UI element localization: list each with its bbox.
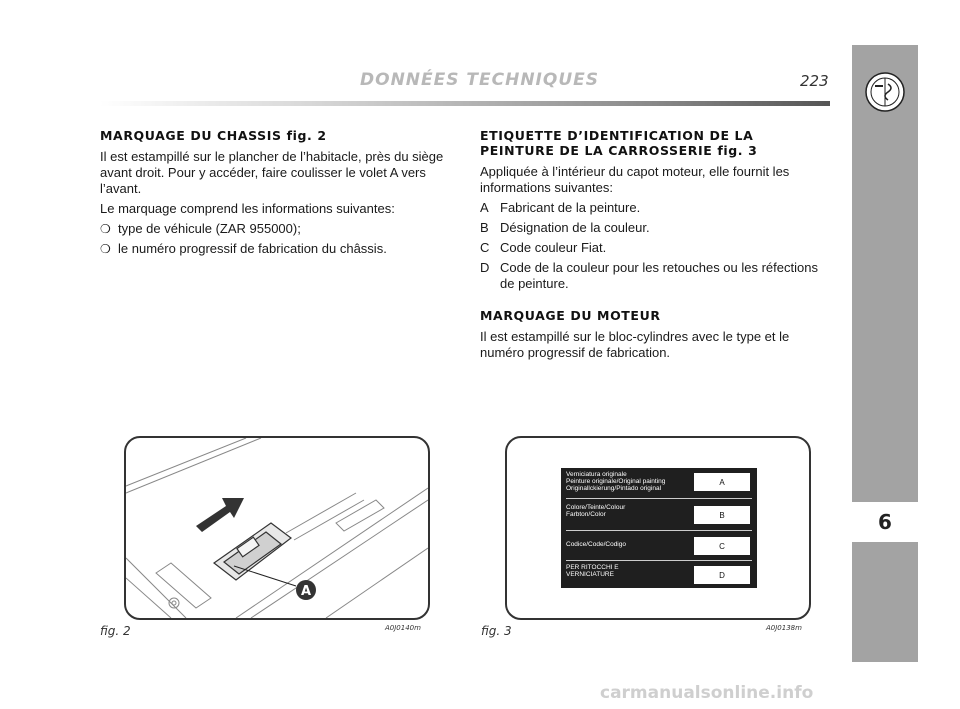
plate-row-box: A <box>694 473 750 491</box>
item-text: Code couleur Fiat. <box>500 240 607 255</box>
figure-3-caption: fig. 3 <box>481 624 512 638</box>
bullet-circle-icon: ❍ <box>100 242 111 256</box>
item-letter: C <box>480 240 490 255</box>
table-row <box>566 535 752 557</box>
chassis-paragraph-1: Il est estampillé sur le plancher de l’habitacle, près du siège avant droit. Pour y accéder, faire coulisser le volet A vers l’avant. <box>100 149 444 196</box>
paint-identification-plate <box>561 468 757 588</box>
callout-a-label: A <box>300 584 312 599</box>
item-letter: D <box>480 260 490 275</box>
chassis-drawing <box>126 438 428 618</box>
plate-divider <box>566 498 752 499</box>
list-item <box>100 241 460 257</box>
figure-2-code: A0J0140m <box>385 624 421 632</box>
list-item <box>100 221 460 237</box>
plate-row-box: B <box>694 506 750 524</box>
plate-row-text: Codice/Code/Codigo <box>566 541 626 548</box>
page-number: 223 <box>800 72 829 90</box>
plate-row-box: C <box>694 537 750 555</box>
list-item <box>480 260 830 292</box>
plate-row-text: Colore/Teinte/Colour Farbton/Color <box>566 504 626 518</box>
figure-3-paint-label <box>505 436 811 620</box>
section-gap <box>480 292 830 308</box>
list-item <box>480 200 830 216</box>
item-text: Fabricant de la peinture. <box>500 200 641 215</box>
chapter-number-box <box>852 502 918 542</box>
bullet-circle-icon: ❍ <box>100 222 111 236</box>
plate-row-text: Verniciatura originale Peinture originale/Original painting Originallckierung/Pintado original <box>566 471 666 492</box>
table-row <box>566 564 752 586</box>
chapter-number: 6 <box>878 510 892 534</box>
item-letter: A <box>480 200 489 215</box>
figure-3-code: A0J0138m <box>766 624 802 632</box>
arrow-forward-icon <box>196 498 244 532</box>
item-letter: B <box>480 220 489 235</box>
table-row <box>566 471 752 493</box>
bullet-text: le numéro progressif de fabrication du châssis. <box>118 241 387 256</box>
plate-row-box: D <box>694 566 750 584</box>
left-column <box>100 128 460 257</box>
chapter-side-tab <box>852 45 918 662</box>
chassis-paragraph-2: Le marquage comprend les informations suivantes: <box>100 201 395 216</box>
figure-2-caption: fig. 2 <box>100 624 131 638</box>
chassis-marking-heading: MARQUAGE DU CHASSIS fig. 2 <box>100 128 327 143</box>
bullet-text: type de véhicule (ZAR 955000); <box>118 221 301 236</box>
list-item <box>480 220 830 236</box>
paint-label-heading: ETIQUETTE D’IDENTIFICATION DE LA PEINTURE DE LA CARROSSERIE fig. 3 <box>480 128 758 158</box>
item-text: Désignation de la couleur. <box>500 220 650 235</box>
plate-divider <box>566 530 752 531</box>
right-column <box>480 128 830 365</box>
list-item <box>480 240 830 256</box>
engine-marking-paragraph: Il est estampillé sur le bloc-cylindres avec le type et le numéro progressif de fabrication. <box>480 329 790 360</box>
brand-logo-icon <box>865 72 905 112</box>
plate-divider <box>566 560 752 561</box>
header-rule <box>100 101 830 106</box>
watermark-text: carmanualsonline.info <box>600 683 814 703</box>
table-row <box>566 504 752 526</box>
plate-row-text: PER RITOCCHI E VERNICIATURE <box>566 564 619 578</box>
page-header-title: DONNÉES TECHNIQUES <box>360 70 599 90</box>
paint-label-paragraph: Appliquée à l’intérieur du capot moteur, elle fournit les informations suivantes: <box>480 164 790 195</box>
item-text: Code de la couleur pour les retouches ou les réfections de peinture. <box>500 260 818 291</box>
engine-marking-heading: MARQUAGE DU MOTEUR <box>480 308 661 323</box>
figure-2-chassis-illustration <box>124 436 430 620</box>
